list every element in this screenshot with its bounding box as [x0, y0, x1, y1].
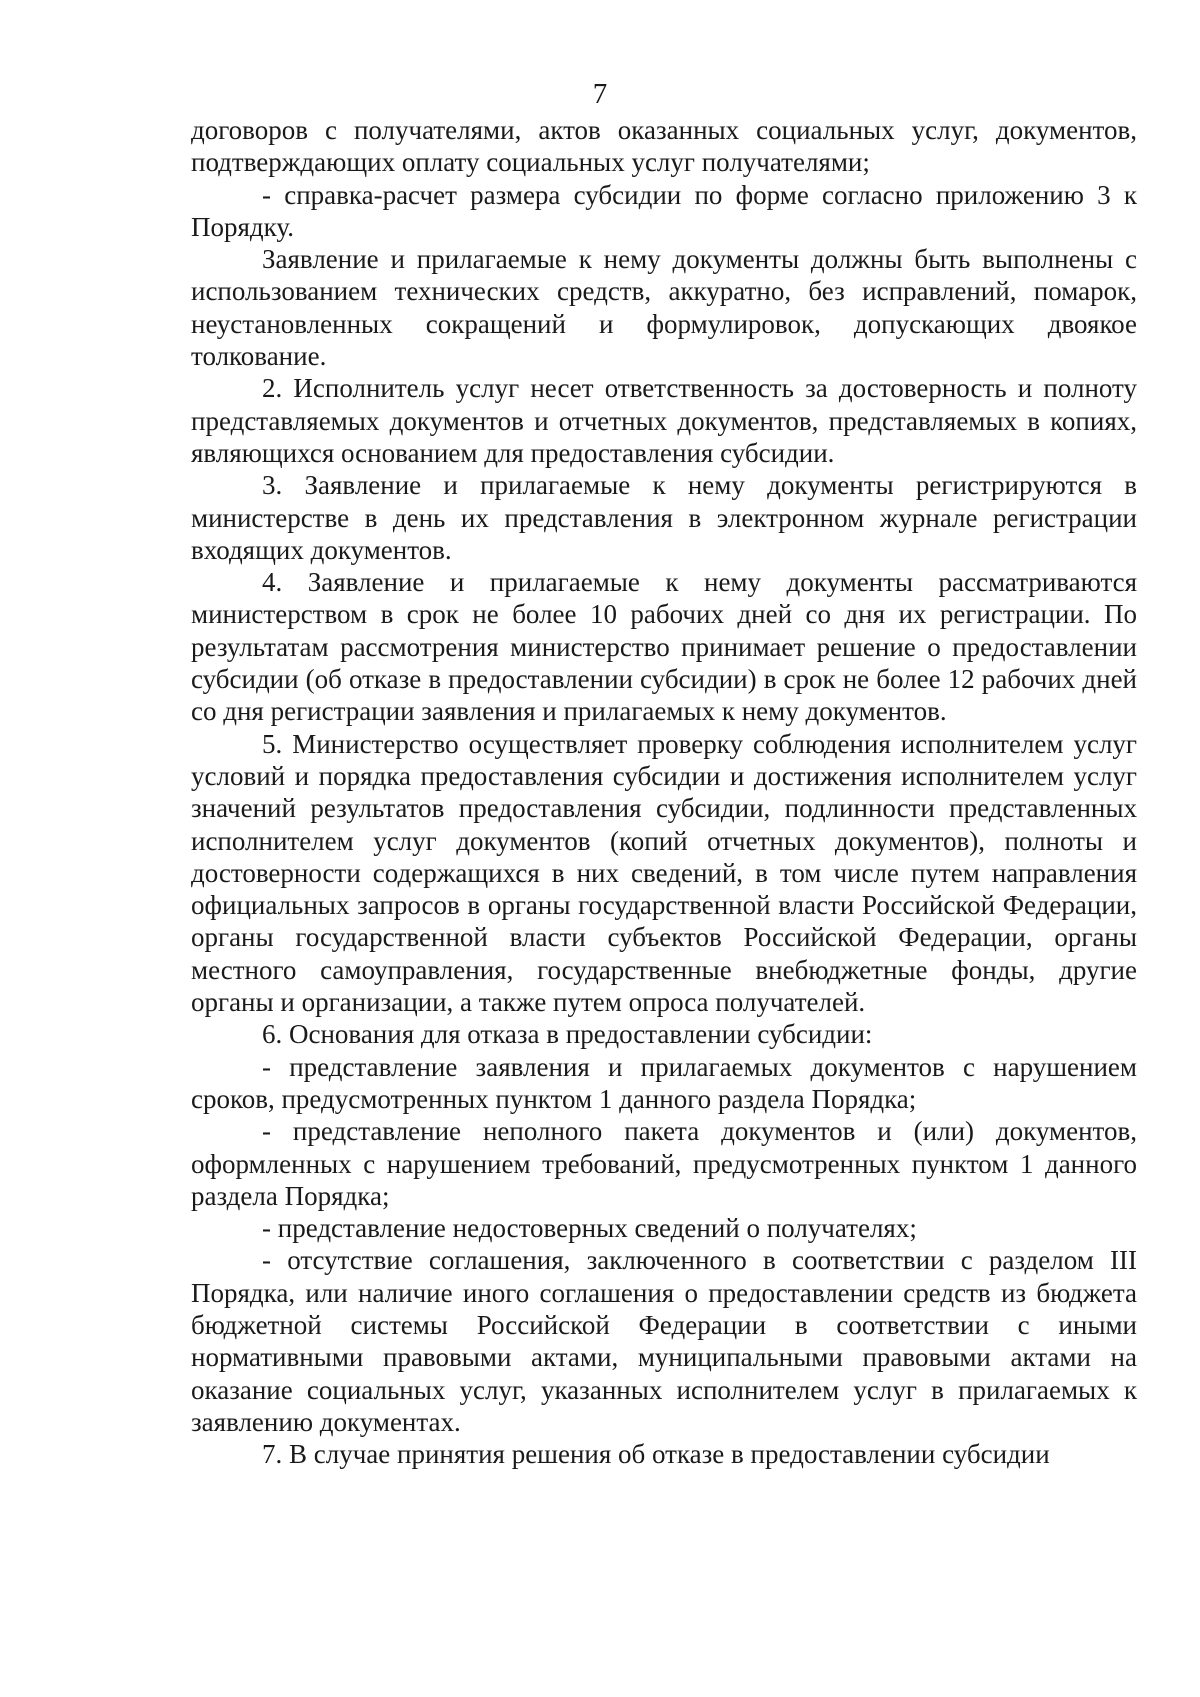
paragraph-list-item: - представление заявления и прилагаемых документов с нарушением сроков, предусмотренных пунктом 1 данного раздела Порядка;: [191, 1051, 1137, 1114]
document-body: [191, 114, 1137, 1470]
paragraph-item-7: 7. В случае принятия решения об отказе в предоставлении субсидии: [262, 1439, 1050, 1470]
paragraph-item-5: 5. Министерство осуществляет проверку соблюдения исполнителем услуг условий и порядка предоставления субсидии и достижения исполнителем услуг значений результатов предоставления субсидии, подлинности представленных исполнителем услуг документов (копий отчетных документов), полноты и достоверности содержащихся в них сведений, в том числе путем направления официальных запросов в органы государственной власти Российской Федерации, органы государственной власти субъектов Российской Федерации, органы местного самоуправления, государственные внебюджетные фонды, другие органы и организации, а также путем опроса получателей.: [191, 728, 1137, 1018]
paragraph-requirements: Заявление и прилагаемые к нему документы должны быть выполнены с использованием технических средств, аккуратно, без исправлений, помарок, неустановленных сокращений и формулировок, допускающих двоякое толкование.: [191, 244, 1137, 372]
paragraph-item-6: 6. Основания для отказа в предоставлении субсидии:: [262, 1019, 873, 1050]
paragraph-list-item: - отсутствие соглашения, заключенного в соответствии с разделом III Порядка, или наличие иного соглашения о предоставлении средств из бюджета бюджетной системы Российской Федерации в соответствии с иными нормативными правовыми актами, муниципальными правовыми актами на оказание социальных услуг, указанных исполнителем услуг в прилагаемых к заявлению документах.: [191, 1245, 1137, 1437]
paragraph-list-item: - справка-расчет размера субсидии по форме согласно приложению 3 к Порядку.: [191, 179, 1137, 242]
paragraph-list-item: - представление неполного пакета документов и (или) документов, оформленных с нарушением требований, предусмотренных пунктом 1 данного раздела Порядка;: [191, 1116, 1137, 1211]
page-number: 7: [592, 78, 608, 110]
paragraph-continuation: договоров с получателями, актов оказанных социальных услуг, документов, подтверждающих оплату социальных услуг получателями;: [191, 115, 1137, 178]
paragraph-list-item: - представление недостоверных сведений о получателях;: [262, 1213, 917, 1244]
paragraph-item-4: 4. Заявление и прилагаемые к нему документы рассматриваются министерством в срок не более 10 рабочих дней со дня их регистрации. По результатам рассмотрения министерство принимает решение о предоставлении субсидии (об отказе в предоставлении субсидии) в срок не более 12 рабочих дней со дня регистрации заявления и прилагаемых к нему документов.: [191, 567, 1137, 727]
paragraph-item-2: 2. Исполнитель услуг несет ответственность за достоверность и полноту представляемых документов и отчетных документов, представляемых в копиях, являющихся основанием для предоставления субсидии.: [191, 373, 1137, 468]
paragraph-item-3: 3. Заявление и прилагаемые к нему документы регистрируются в министерстве в день их представления в электронном журнале регистрации входящих документов.: [191, 470, 1137, 565]
